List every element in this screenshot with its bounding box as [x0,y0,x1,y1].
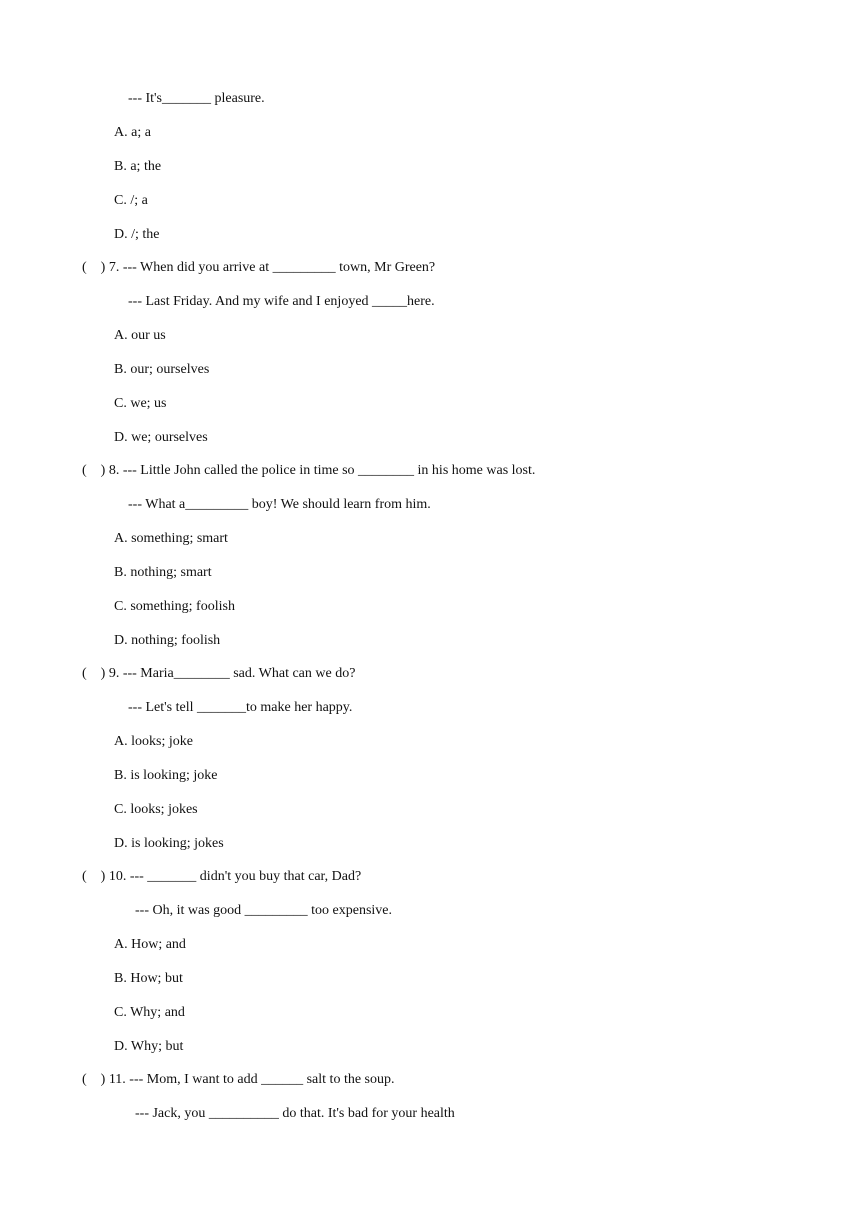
option-d-q9: D. is looking; jokes [114,836,224,851]
answer-line-11: --- Jack, you __________ do that. It's bad for your health [135,1106,455,1121]
answer-line-9: --- Let's tell _______to make her happy. [128,700,353,715]
option-d-q8: D. nothing; foolish [114,633,221,648]
option-a-q7: A. our us [114,328,166,343]
answer-line-7: --- Last Friday. And my wife and I enjoyed _____here. [128,294,435,309]
question-9: ( ) 9. --- Maria________ sad. What can we do? [82,666,356,681]
option-c-q10: C. Why; and [114,1005,185,1020]
option-b-q9: B. is looking; joke [114,768,218,783]
option-b-q6: B. a; the [114,159,162,174]
option-c-q8: C. something; foolish [114,599,235,614]
option-a-q8: A. something; smart [114,531,228,546]
answer-line-6: --- It's_______ pleasure. [128,91,265,106]
answer-line-10: --- Oh, it was good _________ too expensive. [135,903,393,918]
option-b-q10: B. How; but [114,971,183,986]
option-b-q8: B. nothing; smart [114,565,212,580]
option-c-q6: C. /; a [114,193,148,208]
option-a-q9: A. looks; joke [114,734,193,749]
question-11: ( ) 11. --- Mom, I want to add ______ salt to the soup. [82,1072,395,1087]
option-b-q7: B. our; ourselves [114,362,210,377]
question-7: ( ) 7. --- When did you arrive at _________ town, Mr Green? [82,260,436,275]
option-d-q10: D. Why; but [114,1039,184,1054]
answer-line-8: --- What a_________ boy! We should learn from him. [128,497,431,512]
question-8: ( ) 8. --- Little John called the police in time so ________ in his home was lost. [82,463,536,478]
option-d-q7: D. we; ourselves [114,430,208,445]
option-a-q6: A. a; a [114,125,151,140]
question-10: ( ) 10. --- _______ didn't you buy that car, Dad? [82,869,362,884]
option-d-q6: D. /; the [114,227,160,242]
option-c-q7: C. we; us [114,396,167,411]
option-a-q10: A. How; and [114,937,186,952]
option-c-q9: C. looks; jokes [114,802,198,817]
